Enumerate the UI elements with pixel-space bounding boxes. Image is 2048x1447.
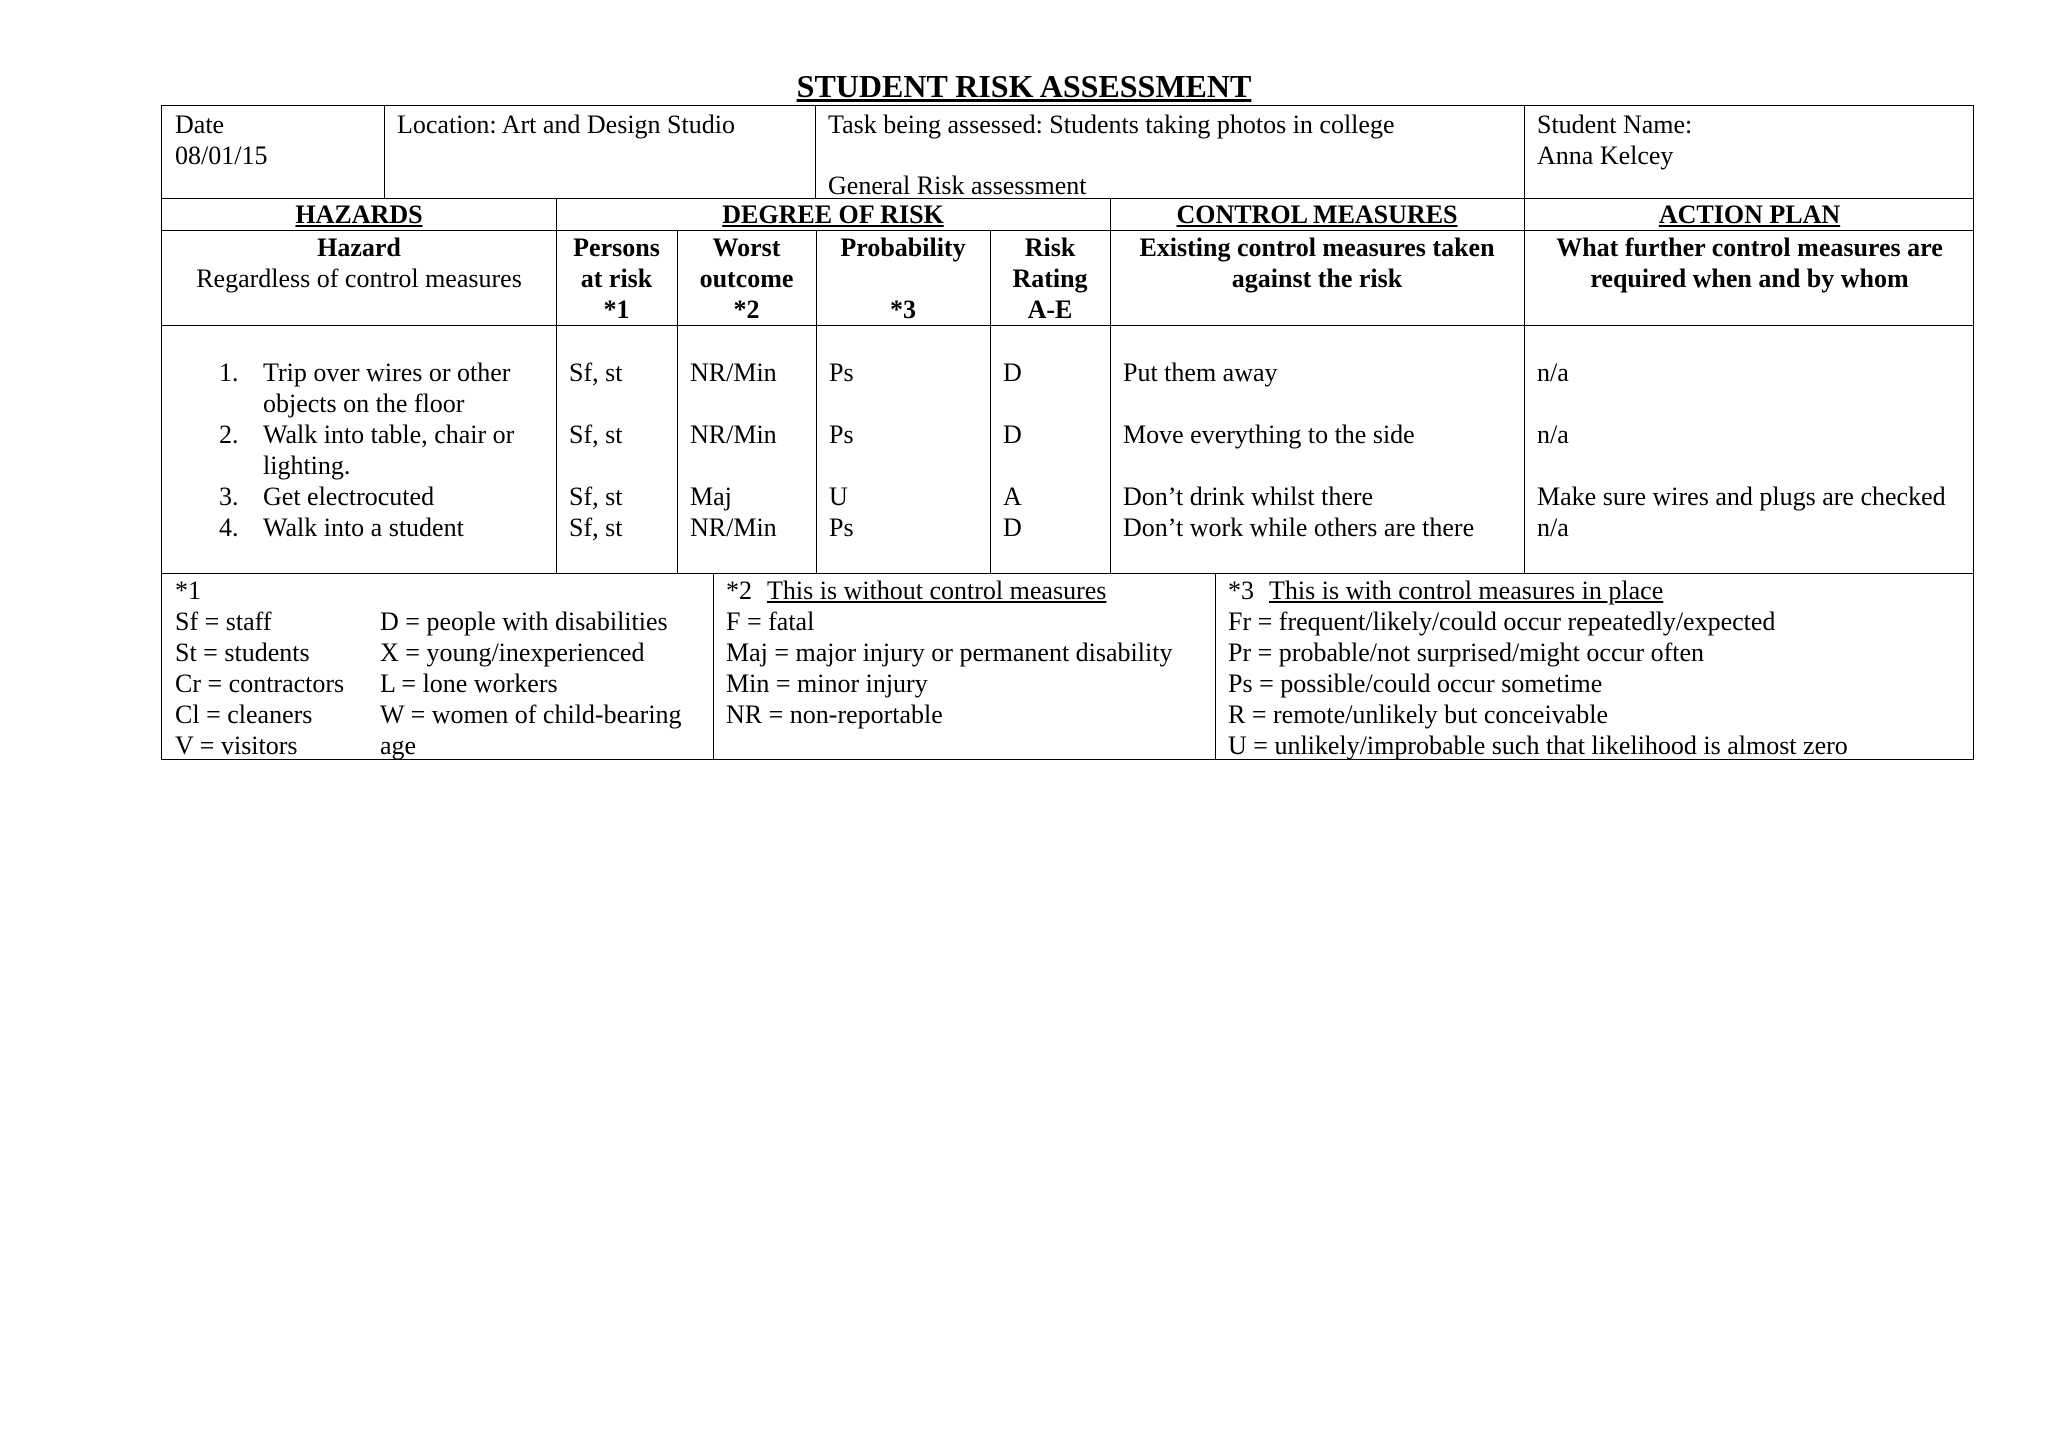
hazard-number: 4. — [219, 513, 239, 542]
outcome-legend-item: Maj = major injury or permanent disability — [726, 638, 1173, 667]
divider — [713, 574, 714, 759]
hazard-text: Walk into table, chair or — [263, 420, 515, 449]
divider — [816, 230, 817, 573]
document-title: STUDENT RISK ASSESSMENT — [796, 68, 1252, 104]
risk-rating: A — [1003, 482, 1022, 511]
date-label: Date — [175, 110, 225, 139]
col-persons-line2: at risk — [580, 264, 653, 293]
col-worst: Worst — [712, 233, 781, 262]
col-persons-ref: *1 — [603, 295, 630, 324]
existing-control: Don’t work while others are there — [1123, 513, 1475, 542]
probability-legend-item: Fr = frequent/likely/could occur repeatedly/expected — [1228, 607, 1776, 636]
worst-outcome: NR/Min — [690, 420, 777, 449]
probability-legend-item: U = unlikely/improbable such that likelihood is almost zero — [1228, 731, 1848, 760]
col-existing-line2: against the risk — [1231, 264, 1403, 293]
col-existing: Existing control measures taken — [1139, 233, 1495, 262]
col-rating-scale: A-E — [1027, 295, 1073, 324]
persons-legend-item: Cr = contractors — [175, 669, 345, 698]
persons-legend-item: age — [380, 731, 417, 760]
probability: U — [829, 482, 848, 511]
date-value: 08/01/15 — [175, 141, 268, 170]
action-plan: n/a — [1537, 420, 1569, 449]
divider — [1215, 574, 1216, 759]
action-plan: n/a — [1537, 358, 1569, 387]
persons-legend-item: D = people with disabilities — [380, 607, 668, 636]
task-subtitle: General Risk assessment — [828, 171, 1087, 200]
probability: Ps — [829, 358, 854, 387]
section-action-plan: ACTION PLAN — [1658, 200, 1841, 229]
student-name-value: Anna Kelcey — [1537, 141, 1674, 170]
worst-outcome: NR/Min — [690, 358, 777, 387]
col-worst-ref: *2 — [733, 295, 760, 324]
risk-table — [161, 198, 1974, 574]
divider — [162, 230, 1973, 231]
outcome-legend-marker: *2 — [726, 576, 752, 605]
persons-legend-item: X = young/inexperienced — [380, 638, 645, 667]
persons-legend-item: Sf = staff — [175, 607, 272, 636]
hazard-number: 2. — [219, 420, 239, 449]
persons-legend-title: *1 — [175, 576, 201, 605]
existing-control: Don’t drink whilst there — [1123, 482, 1374, 511]
persons-at-risk: Sf, st — [569, 513, 623, 542]
existing-control: Move everything to the side — [1123, 420, 1415, 449]
col-further-line2: required when and by whom — [1590, 264, 1909, 293]
persons-legend-item: L = lone workers — [380, 669, 558, 698]
persons-at-risk: Sf, st — [569, 420, 623, 449]
divider — [384, 106, 385, 198]
risk-rating: D — [1003, 513, 1022, 542]
persons-at-risk: Sf, st — [569, 358, 623, 387]
hazard-text-cont: lighting. — [263, 451, 351, 480]
col-probability-ref: *3 — [890, 295, 916, 324]
col-persons: Persons — [573, 233, 660, 262]
col-risk: Risk — [1024, 233, 1076, 262]
persons-legend-item: V = visitors — [175, 731, 298, 760]
persons-legend-item: Cl = cleaners — [175, 700, 313, 729]
probability-legend-item: Ps = possible/could occur sometime — [1228, 669, 1603, 698]
hazard-text: Walk into a student — [263, 513, 464, 542]
probability-legend-marker: *3 — [1228, 576, 1254, 605]
legend-table — [161, 573, 1974, 760]
outcome-legend-item: F = fatal — [726, 607, 815, 636]
section-degree-of-risk: DEGREE OF RISK — [722, 200, 944, 229]
probability-legend-title: This is with control measures in place — [1269, 576, 1664, 605]
persons-legend-item: W = women of child-bearing — [380, 700, 682, 729]
action-plan: n/a — [1537, 513, 1569, 542]
divider — [815, 106, 816, 198]
outcome-legend-item: NR = non-reportable — [726, 700, 943, 729]
outcome-legend-item: Min = minor injury — [726, 669, 928, 698]
col-worst-line2: outcome — [699, 264, 794, 293]
persons-legend-item: St = students — [175, 638, 310, 667]
existing-control: Put them away — [1123, 358, 1278, 387]
risk-rating: D — [1003, 358, 1022, 387]
location: Location: Art and Design Studio — [397, 110, 735, 139]
hazard-text: Trip over wires or other — [263, 358, 511, 387]
task-assessed: Task being assessed: Students taking photos in college — [828, 110, 1395, 139]
col-further: What further control measures are — [1556, 233, 1943, 262]
risk-rating: D — [1003, 420, 1022, 449]
probability-legend-item: R = remote/unlikely but conceivable — [1228, 700, 1608, 729]
col-probability: Probability — [840, 233, 966, 262]
col-hazard: Hazard — [317, 233, 401, 262]
divider — [162, 325, 1973, 326]
section-hazards: HAZARDS — [295, 200, 423, 229]
probability: Ps — [829, 513, 854, 542]
hazard-number: 1. — [219, 358, 239, 387]
probability-legend-item: Pr = probable/not surprised/might occur often — [1228, 638, 1705, 667]
probability: Ps — [829, 420, 854, 449]
hazard-number: 3. — [219, 482, 239, 511]
hazard-text: Get electrocuted — [263, 482, 435, 511]
worst-outcome: Maj — [690, 482, 732, 511]
action-plan: Make sure wires and plugs are checked — [1537, 482, 1946, 511]
col-hazard-sub: Regardless of control measures — [196, 264, 522, 293]
hazard-text-cont: objects on the floor — [263, 389, 465, 418]
outcome-legend-title: This is without control measures — [767, 576, 1107, 605]
section-control-measures: CONTROL MEASURES — [1176, 200, 1458, 229]
persons-at-risk: Sf, st — [569, 482, 623, 511]
worst-outcome: NR/Min — [690, 513, 777, 542]
divider — [1524, 106, 1525, 198]
col-rating: Rating — [1012, 264, 1088, 293]
student-name-label: Student Name: — [1537, 110, 1693, 139]
header-table — [161, 105, 1974, 199]
